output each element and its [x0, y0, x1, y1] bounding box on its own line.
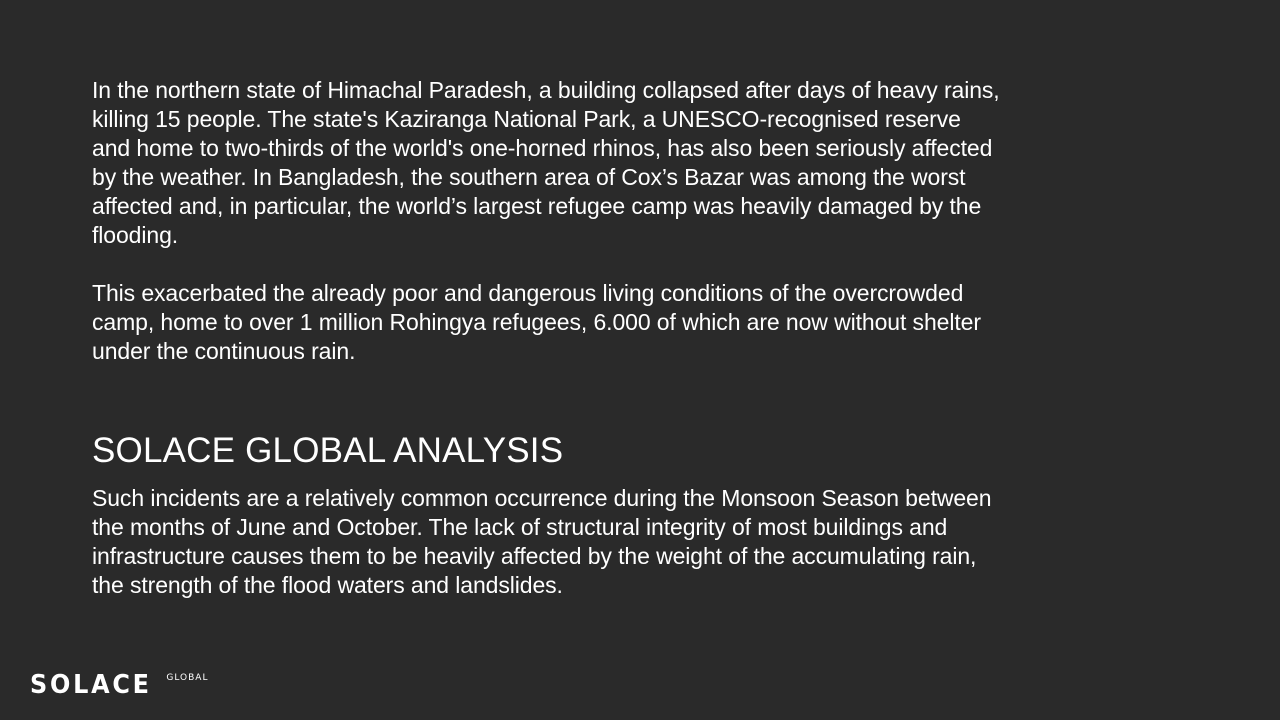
solace-global-logo [30, 668, 208, 702]
analysis-paragraph: Such incidents are a relatively common occurrence during the Monsoon Season between the months of June and October. The lack of structural integrity of most buildings and infrastructure causes them to be heavily affected by the weight of the accumulating rain, the strength of the flood waters and landslides. [92, 485, 992, 598]
analysis-heading: SOLACE GLOBAL ANALYSIS [92, 431, 564, 470]
logo-subtext: GLOBAL [166, 673, 209, 683]
slide-content [92, 76, 1172, 600]
logo-wordmark: SOLACE [30, 670, 152, 700]
body-paragraph-1: In the northern state of Himachal Paradesh, a building collapsed after days of heavy rains, killing 15 people. The state's Kaziranga National Park, a UNESCO-recognised reserve and home to two-thirds of the world's one-horned rhinos, has also been seriously affected by the weather. In Bangladesh, the southern area of Cox’s Bazar was among the worst affected and, in particular, the world’s largest refugee camp was heavily damaged by the flooding. [92, 77, 1000, 248]
body-paragraph-2: This exacerbated the already poor and dangerous living conditions of the overcrowded camp, home to over 1 million Rohingya refugees, 6.000 of which are now without shelter under the continuous rain. [92, 280, 981, 364]
